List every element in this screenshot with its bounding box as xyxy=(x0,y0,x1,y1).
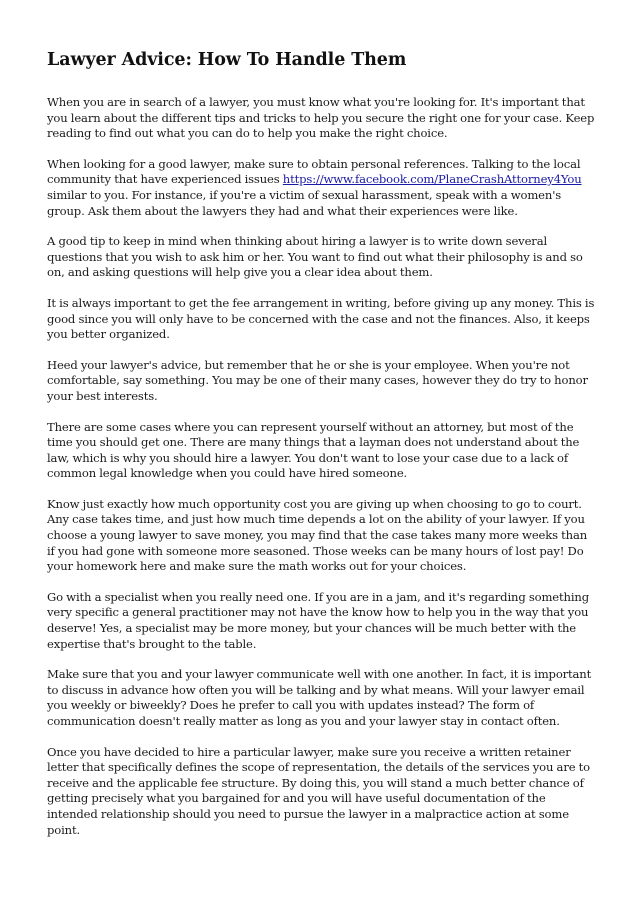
paragraph-specialist: Go with a specialist when you really need one. If you are in a jam, and it's regarding something very specific a general practitioner may not have the know how to help you in the way that you deserve! Yes, a specialist may be more money, but your chances will be much better with the expertise that's brought to the table. xyxy=(47,589,589,651)
paragraph-intro: When you are in search of a lawyer, you must know what you're looking for. It's important that you learn about the different tips and tricks to help you secure the right one for your case. Keep reading to find out what you can do to help you make the right choice. xyxy=(47,95,595,141)
paragraph-references-text-after: similar to you. For instance, if you're a victim of sexual harassment, speak with a women's group. Ask them about the lawyers they had and what their experiences were like. xyxy=(47,187,562,218)
paragraph-references-text-before: When looking for a good lawyer, make sure to obtain personal references. Talking to the local community that have experienced issues xyxy=(47,156,581,187)
paragraph-communicate: Make sure that you and your lawyer communicate well with one another. In fact, it is important to discuss in advance how often you will be talking and by what means. Will your lawyer email you weekly or biweekly? Does he prefer to call you with updates instead? The form of communication doesn't really matter as long as you and your lawyer stay in contact often. xyxy=(47,667,592,728)
paragraph-heed-advice: Heed your lawyer's advice, but remember that he or she is your employee. When you're not comfortable, say something. You may be one of their many cases, however they do try to honor your best interests. xyxy=(47,357,588,403)
facebook-link[interactable]: https://www.facebook.com/PlaneCrashAttorney4You xyxy=(282,172,582,187)
paragraph-opportunity-cost: Know just exactly how much opportunity cost you are giving up when choosing to go to court. Any case takes time, and just how much time depends a lot on the ability of your lawyer. If you choose a young lawyer to save money, you may find that the case takes many more weeks than if you had gone with someone more seasoned. Those weeks can be many hours of lost pay! Do your homework here and make sure the math works out for your choices. xyxy=(47,496,588,574)
paragraph-retainer-letter: Once you have decided to hire a particular lawyer, make sure you receive a written retainer letter that specifically defines the scope of representation, the details of the services you are to receive and the applicable fee structure. By doing this, you will stand a much better chance of getting precisely what you bargained for and you will have useful documentation of the intended relationship should you need to pursue the lawyer in a malpractice action at some point. xyxy=(47,744,591,837)
document-title: Lawyer Advice: How To Handle Them xyxy=(47,50,407,70)
paragraph-questions: A good tip to keep in mind when thinking about hiring a lawyer is to write down several questions that you wish to ask him or her. You want to find out what their philosophy is and so on, and asking questions will help give you a clear idea about them. xyxy=(47,234,583,280)
paragraph-references xyxy=(47,157,595,219)
document-page xyxy=(47,48,595,853)
paragraph-fee-arrangement: It is always important to get the fee arrangement in writing, before giving up any money. This is good since you will only have to be concerned with the case and not the finances. Also, it keeps you better organized. xyxy=(47,295,595,342)
paragraph-represent-yourself: There are some cases where you can represent yourself without an attorney, but most of the time you should get one. There are many things that a layman does not understand about the law, which is why you should hire a lawyer. You don't want to lose your case due to a lack of common legal knowledge when you could have hired someone. xyxy=(47,419,580,481)
